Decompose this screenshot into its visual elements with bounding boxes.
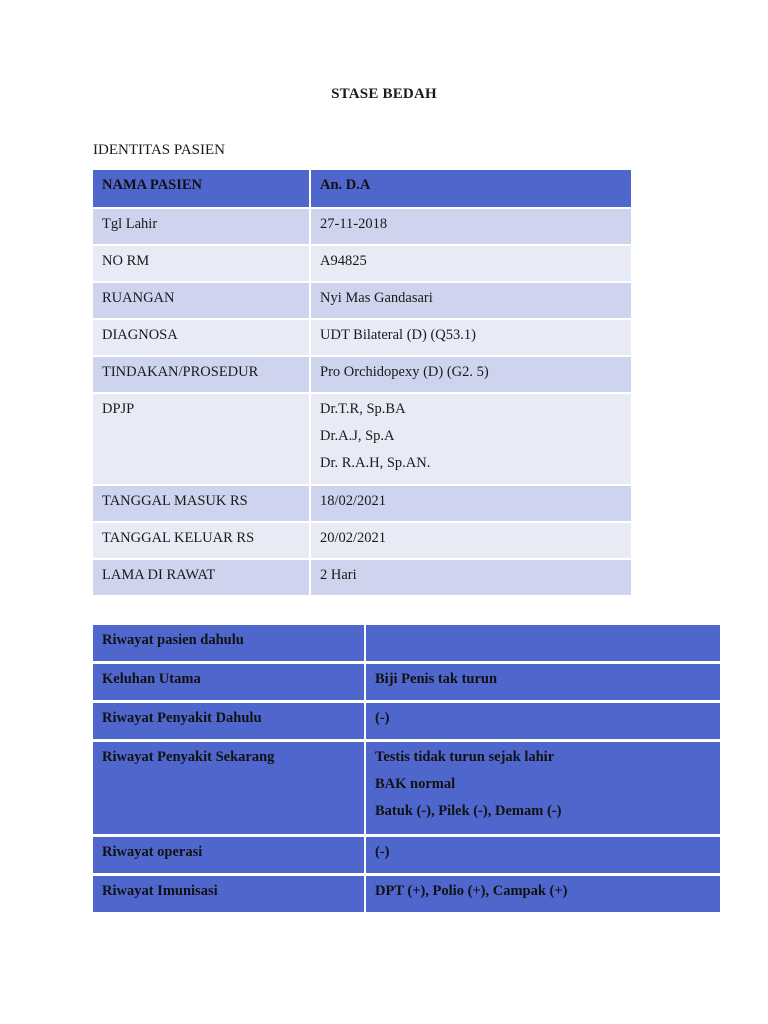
table-row xyxy=(93,320,631,357)
cell-label: Keluhan Utama xyxy=(93,664,366,703)
cell-value: UDT Bilateral (D) (Q53.1) xyxy=(311,320,631,357)
cell-label: NO RM xyxy=(93,246,311,283)
patient-history-table xyxy=(93,625,720,915)
cell-label: RUANGAN xyxy=(93,283,311,320)
table-row xyxy=(93,486,631,523)
cell-value: 2 Hari xyxy=(311,560,631,597)
table-row xyxy=(93,209,631,246)
cell-label: TINDAKAN/PROSEDUR xyxy=(93,357,311,394)
cell-label: LAMA DI RAWAT xyxy=(93,560,311,597)
cell-label: DIAGNOSA xyxy=(93,320,311,357)
cell-value: An. D.A xyxy=(311,170,631,209)
table-row xyxy=(93,837,720,876)
table-row xyxy=(93,560,631,597)
table-row xyxy=(93,664,720,703)
document-title: STASE BEDAH xyxy=(331,86,437,102)
cell-value: A94825 xyxy=(311,246,631,283)
table-row xyxy=(93,876,720,915)
cell-label: TANGGAL MASUK RS xyxy=(93,486,311,523)
cell-value: (-) xyxy=(366,837,720,876)
cell-label: Riwayat Penyakit Dahulu xyxy=(93,703,366,742)
table-row-header xyxy=(93,170,631,209)
table-row xyxy=(93,523,631,560)
patient-identity-table xyxy=(93,170,631,597)
cell-label: Riwayat Imunisasi xyxy=(93,876,366,915)
table-row xyxy=(93,742,720,837)
cell-value: Biji Penis tak turun xyxy=(366,664,720,703)
cell-label: Riwayat pasien dahulu xyxy=(93,625,366,664)
cell-value: 20/02/2021 xyxy=(311,523,631,560)
table-row xyxy=(93,357,631,394)
cell-label: Riwayat operasi xyxy=(93,837,366,876)
cell-value: (-) xyxy=(366,703,720,742)
cell-value: Testis tidak turun sejak lahir BAK normal Batuk (-), Pilek (-), Demam (-) xyxy=(366,742,720,837)
table-row xyxy=(93,394,631,486)
cell-value: Dr.T.R, Sp.BA Dr.A.J, Sp.A Dr. R.A.H, Sp.AN. xyxy=(311,394,631,486)
cell-label: Tgl Lahir xyxy=(93,209,311,246)
cell-value: Pro Orchidopexy (D) (G2. 5) xyxy=(311,357,631,394)
cell-value: DPT (+), Polio (+), Campak (+) xyxy=(366,876,720,915)
cell-value xyxy=(366,625,720,664)
table-row xyxy=(93,283,631,320)
table-row xyxy=(93,625,720,664)
table-row xyxy=(93,246,631,283)
cell-value: Nyi Mas Gandasari xyxy=(311,283,631,320)
section-label-identity: IDENTITAS PASIEN xyxy=(93,142,225,158)
cell-label: NAMA PASIEN xyxy=(93,170,311,209)
cell-label: Riwayat Penyakit Sekarang xyxy=(93,742,366,837)
cell-label: DPJP xyxy=(93,394,311,486)
cell-label: TANGGAL KELUAR RS xyxy=(93,523,311,560)
cell-value: 27-11-2018 xyxy=(311,209,631,246)
cell-value: 18/02/2021 xyxy=(311,486,631,523)
table-row xyxy=(93,703,720,742)
